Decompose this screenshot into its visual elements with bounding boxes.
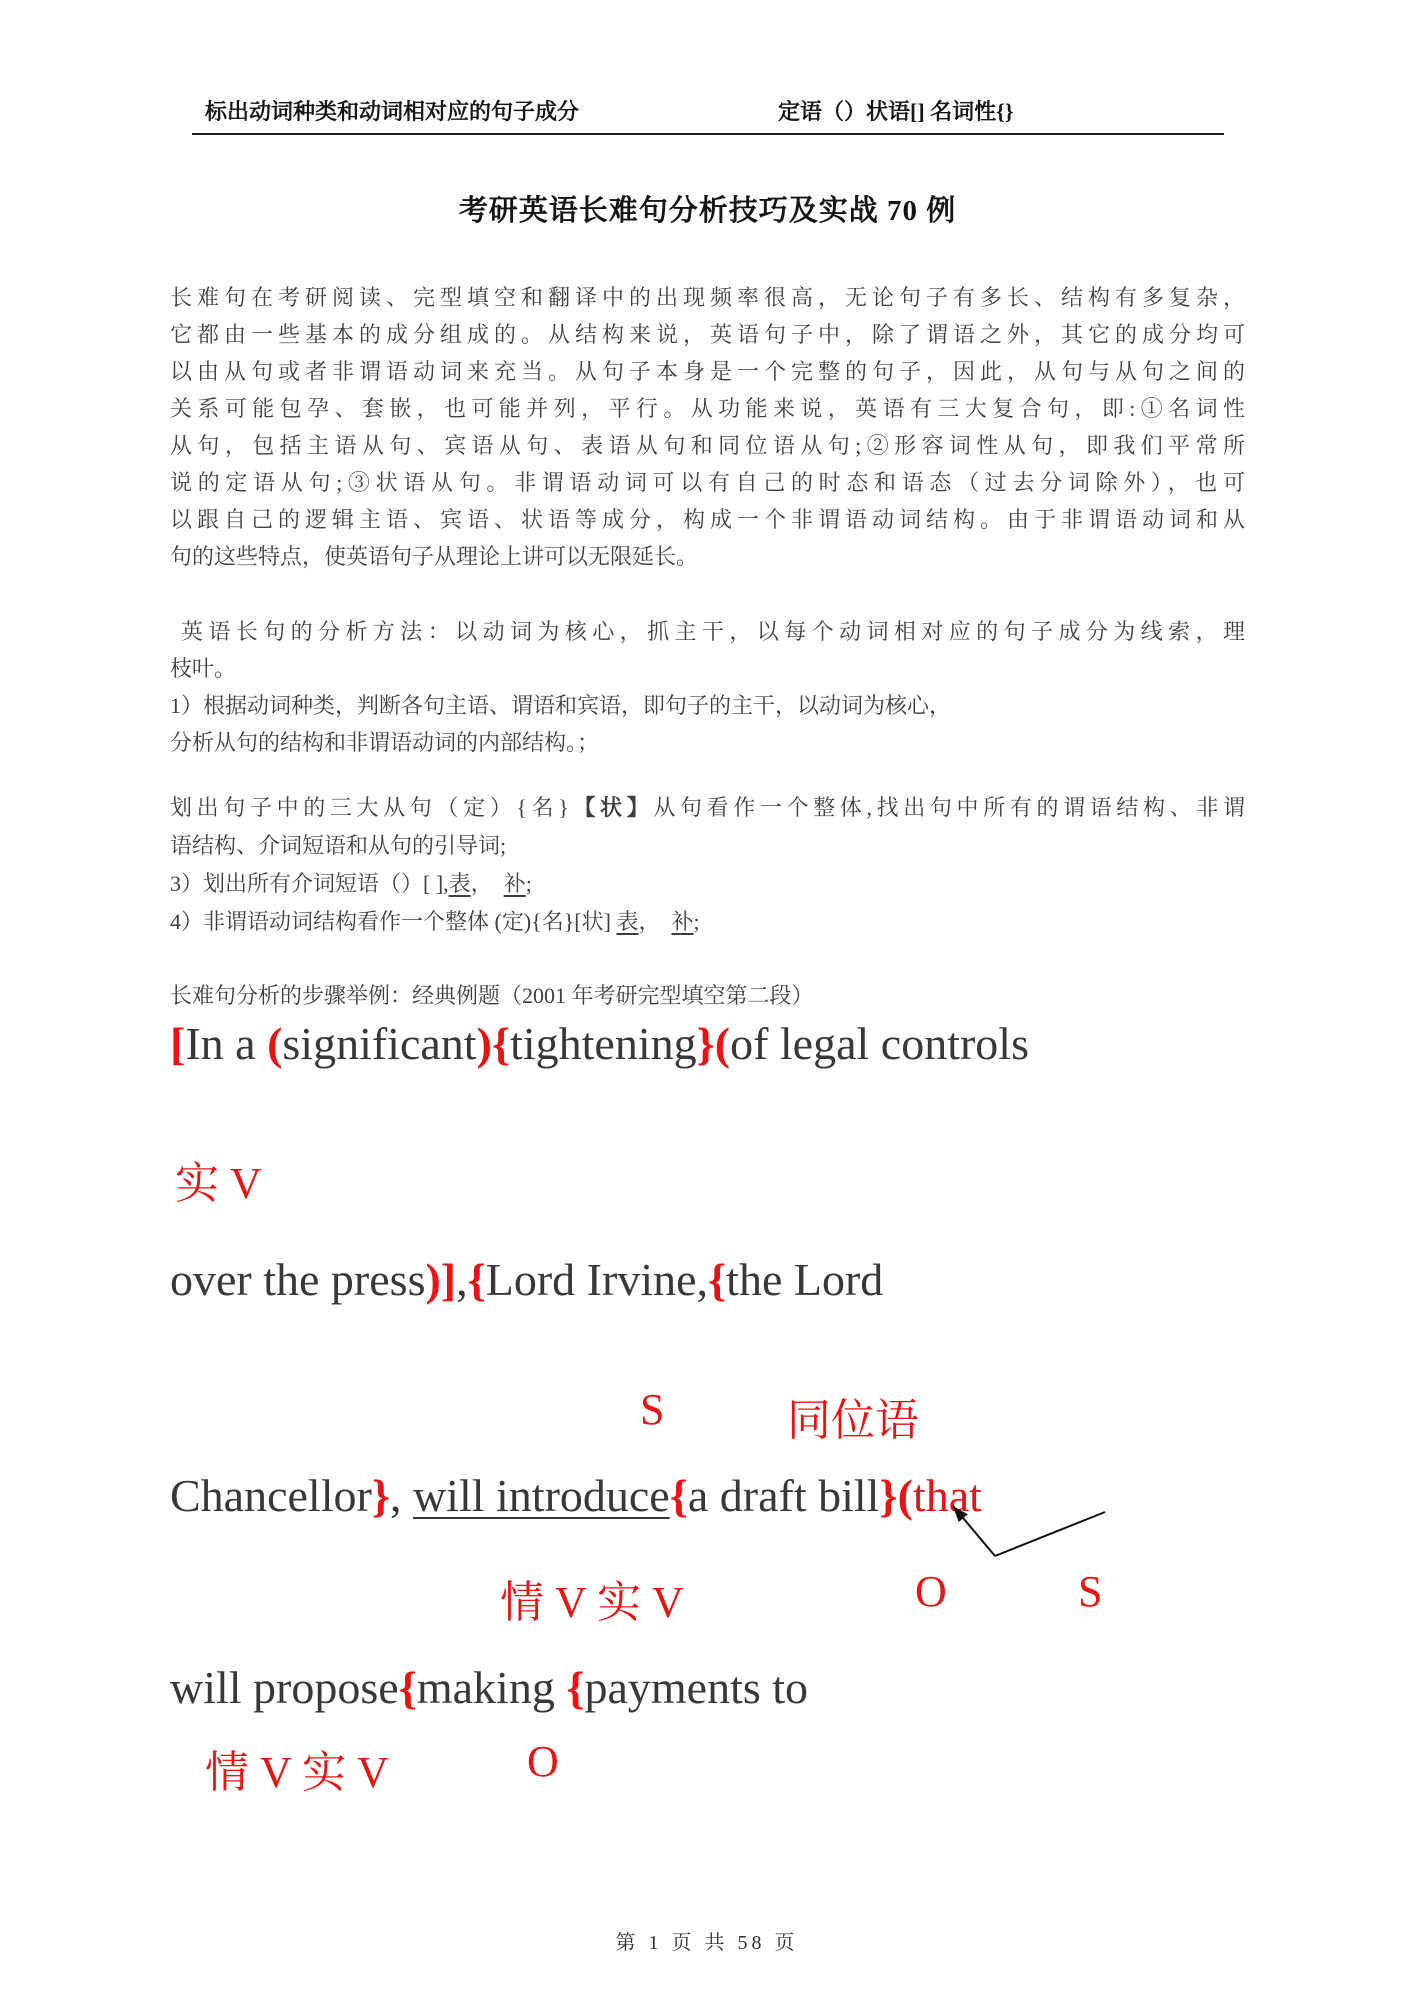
header-left-text: 标出动词种类和动词相对应的句子成分 bbox=[205, 99, 580, 124]
paragraph-line: 语结构、介词短语和从句的引导词; bbox=[170, 833, 507, 858]
annotation-row-1 bbox=[170, 1147, 1245, 1208]
paragraph-line: 英语长句的分析方法：以动词为核心，抓主干，以每个动词相对应的句子成分为线索，理 bbox=[170, 619, 1245, 644]
verb-type-label: 情 V 实 V bbox=[205, 1748, 389, 1797]
paragraph-line: 以跟自己的逻辑主语、宾语、状语等成分，构成一个非谓语动词结构。由于非谓语动词和从 bbox=[170, 507, 1245, 532]
paragraph-line: 分析从句的结构和非谓语动词的内部结构。； bbox=[170, 730, 600, 755]
object-label: O bbox=[915, 1567, 947, 1616]
method-paragraph bbox=[170, 613, 1245, 761]
paragraph-line: 关系可能包孕、套嵌，也可能并列，平行。从功能来说，英语有三大复合句，即:①名词性 bbox=[170, 396, 1245, 421]
intro-paragraph bbox=[170, 279, 1245, 575]
verb-type-label: 实 V bbox=[175, 1159, 262, 1208]
paragraph-line: 它都由一些基本的成分组成的。从结构来说，英语句子中，除了谓语之外，其它的成分均可 bbox=[170, 322, 1245, 347]
page-footer: 第 1 页 共 58 页 bbox=[615, 1932, 799, 1954]
annotation-row-2 bbox=[170, 1384, 1245, 1445]
subject-label: S bbox=[1078, 1567, 1103, 1616]
example-intro-line: 长难句分析的步骤举例：经典例题（2001 年考研完型填空第二段） bbox=[170, 983, 814, 1008]
paragraph-line: 枝叶。 bbox=[170, 656, 237, 681]
paragraph-line: 3）划出所有介词短语（）[ ],表， 补; bbox=[170, 871, 532, 896]
paragraph-line: 4）非谓语动词结构看作一个整体 (定){名}[状] 表， 补; bbox=[170, 909, 700, 934]
subject-label: S bbox=[640, 1385, 665, 1434]
example-sentence-line-3: Chancellor}, will introduce{a draft bill}(that bbox=[170, 1470, 982, 1521]
example-sentence-line-2: over the press)],{Lord Irvine,{the Lord bbox=[170, 1254, 884, 1305]
paragraph-line: 1）根据动词种类，判断各句主语、谓语和宾语，即句子的主干，以动词为核心， bbox=[170, 693, 952, 718]
page-title: 考研英语长难句分析技巧及实战 70 例 bbox=[458, 195, 957, 227]
header-rule bbox=[192, 133, 1224, 135]
example-sentence-line-1: [In a (significant){tightening}(of legal controls bbox=[170, 1018, 1029, 1069]
arrow-icon bbox=[935, 1498, 1115, 1563]
header-right-legend: 定语（）状语[] 名词性{} bbox=[778, 99, 1014, 124]
paragraph-line: 长难句在考研阅读、完型填空和翻译中的出现频率很高，无论句子有多长、结构有多复杂， bbox=[170, 285, 1245, 310]
annotation-row-4 bbox=[170, 1736, 1245, 1797]
paragraph-line: 句的这些特点，使英语句子从理论上讲可以无限延长。 bbox=[170, 544, 699, 569]
paragraph-line: 以由从句或者非谓语动词来充当。从句子本身是一个完整的句子，因此，从句与从句之间的 bbox=[170, 359, 1245, 384]
annotation-row-3 bbox=[170, 1566, 1245, 1627]
apposition-label: 同位语 bbox=[787, 1396, 919, 1445]
steps-paragraph bbox=[170, 789, 1245, 941]
object-label: O bbox=[527, 1737, 559, 1786]
paragraph-line: 从句，包括主语从句、宾语从句、表语从句和同位语从句;②形容词性从句，即我们平常所 bbox=[170, 433, 1245, 458]
paragraph-line: 划出句子中的三大从句（定）{名}【状】从句看作一个整体,找出句中所有的谓语结构、非谓 bbox=[170, 795, 1245, 820]
paragraph-line: 说的定语从句;③状语从句。非谓语动词可以有自己的时态和语态（过去分词除外），也可 bbox=[170, 470, 1245, 495]
example-sentence-line-4: will propose{making {payments to bbox=[170, 1662, 809, 1713]
verb-type-label: 情 V 实 V bbox=[500, 1578, 684, 1627]
